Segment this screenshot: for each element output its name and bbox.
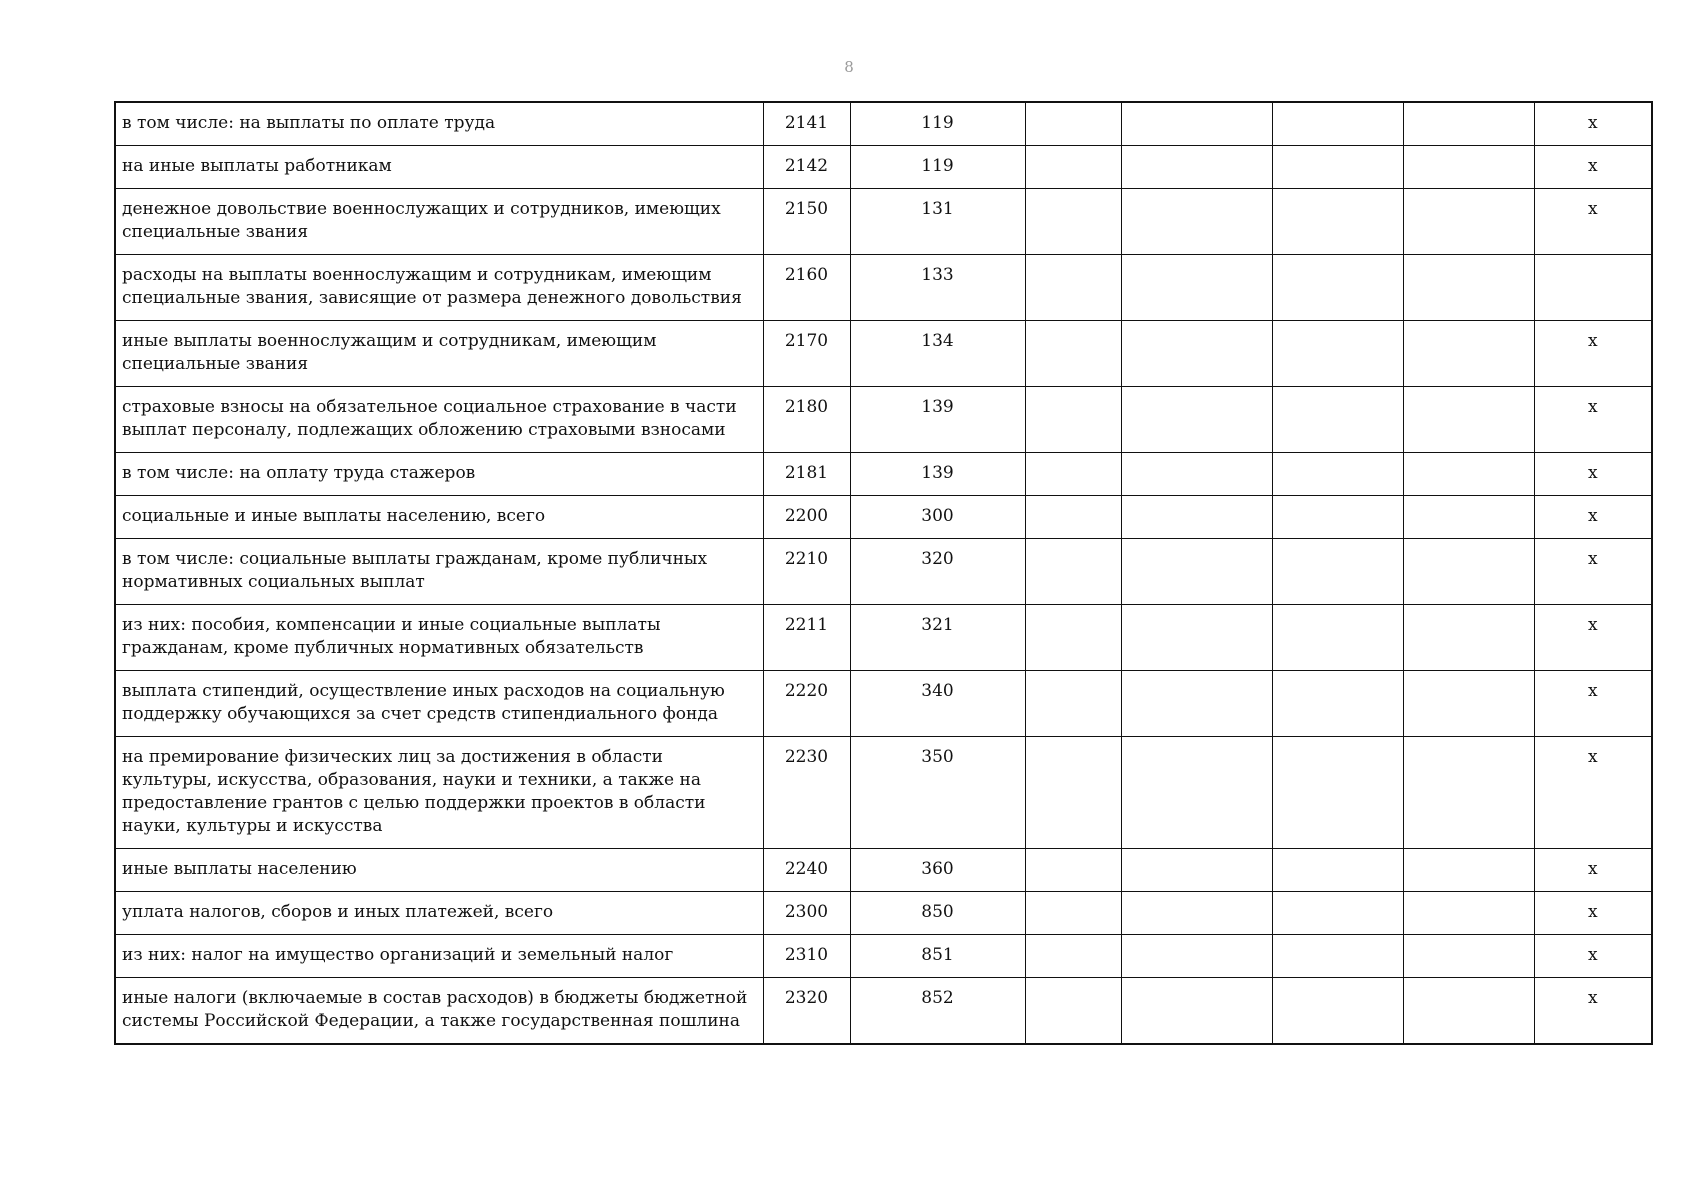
value-cell-2 — [1121, 671, 1272, 737]
kosgu-code-cell: 134 — [850, 321, 1025, 387]
row-name-cell: в том числе: на оплату труда стажеров — [115, 453, 763, 496]
value-cell-1 — [1025, 189, 1121, 255]
row-code-cell: 2230 — [763, 737, 850, 849]
mark-cell: х — [1534, 102, 1652, 146]
row-code-cell: 2220 — [763, 671, 850, 737]
value-cell-4 — [1403, 892, 1534, 935]
row-name-cell: из них: налог на имущество организаций и земельный налог — [115, 935, 763, 978]
row-code-cell: 2300 — [763, 892, 850, 935]
value-cell-4 — [1403, 255, 1534, 321]
value-cell-1 — [1025, 496, 1121, 539]
value-cell-1 — [1025, 737, 1121, 849]
expenses-table — [114, 101, 1653, 1045]
value-cell-1 — [1025, 102, 1121, 146]
mark-cell: х — [1534, 539, 1652, 605]
kosgu-code-cell: 133 — [850, 255, 1025, 321]
value-cell-4 — [1403, 849, 1534, 892]
value-cell-3 — [1272, 737, 1403, 849]
kosgu-code-cell: 321 — [850, 605, 1025, 671]
table-row — [115, 189, 1652, 255]
row-name-cell: в том числе: на выплаты по оплате труда — [115, 102, 763, 146]
value-cell-4 — [1403, 737, 1534, 849]
mark-cell: х — [1534, 189, 1652, 255]
table-row — [115, 321, 1652, 387]
value-cell-1 — [1025, 387, 1121, 453]
row-code-cell: 2180 — [763, 387, 850, 453]
value-cell-4 — [1403, 189, 1534, 255]
table-row — [115, 255, 1652, 321]
value-cell-1 — [1025, 453, 1121, 496]
table-row — [115, 539, 1652, 605]
value-cell-2 — [1121, 605, 1272, 671]
value-cell-2 — [1121, 978, 1272, 1045]
value-cell-2 — [1121, 146, 1272, 189]
row-name-cell: расходы на выплаты военнослужащим и сотрудникам, имеющим специальные звания, зависящие от размера денежного довольствия — [115, 255, 763, 321]
row-code-cell: 2320 — [763, 978, 850, 1045]
value-cell-1 — [1025, 146, 1121, 189]
value-cell-3 — [1272, 849, 1403, 892]
kosgu-code-cell: 139 — [850, 453, 1025, 496]
row-code-cell: 2210 — [763, 539, 850, 605]
value-cell-2 — [1121, 321, 1272, 387]
value-cell-2 — [1121, 453, 1272, 496]
value-cell-3 — [1272, 146, 1403, 189]
value-cell-2 — [1121, 255, 1272, 321]
value-cell-3 — [1272, 671, 1403, 737]
mark-cell: х — [1534, 935, 1652, 978]
table-row — [115, 102, 1652, 146]
mark-cell: х — [1534, 605, 1652, 671]
kosgu-code-cell: 119 — [850, 146, 1025, 189]
value-cell-4 — [1403, 671, 1534, 737]
value-cell-2 — [1121, 892, 1272, 935]
value-cell-3 — [1272, 978, 1403, 1045]
mark-cell: х — [1534, 146, 1652, 189]
table-row — [115, 387, 1652, 453]
value-cell-1 — [1025, 849, 1121, 892]
kosgu-code-cell: 350 — [850, 737, 1025, 849]
value-cell-4 — [1403, 539, 1534, 605]
table-row — [115, 892, 1652, 935]
value-cell-4 — [1403, 453, 1534, 496]
table-row — [115, 671, 1652, 737]
row-name-cell: денежное довольствие военнослужащих и сотрудников, имеющих специальные звания — [115, 189, 763, 255]
value-cell-2 — [1121, 387, 1272, 453]
mark-cell: х — [1534, 892, 1652, 935]
value-cell-1 — [1025, 935, 1121, 978]
table-body — [115, 102, 1652, 1044]
mark-cell: х — [1534, 849, 1652, 892]
value-cell-1 — [1025, 255, 1121, 321]
value-cell-3 — [1272, 539, 1403, 605]
table-row — [115, 737, 1652, 849]
kosgu-code-cell: 300 — [850, 496, 1025, 539]
table-row — [115, 146, 1652, 189]
row-name-cell: из них: пособия, компенсации и иные социальные выплаты гражданам, кроме публичных нормативных обязательств — [115, 605, 763, 671]
row-name-cell: иные выплаты населению — [115, 849, 763, 892]
value-cell-1 — [1025, 605, 1121, 671]
value-cell-3 — [1272, 892, 1403, 935]
row-code-cell: 2160 — [763, 255, 850, 321]
value-cell-4 — [1403, 387, 1534, 453]
value-cell-1 — [1025, 539, 1121, 605]
mark-cell: х — [1534, 671, 1652, 737]
row-code-cell: 2170 — [763, 321, 850, 387]
kosgu-code-cell: 850 — [850, 892, 1025, 935]
value-cell-3 — [1272, 102, 1403, 146]
row-name-cell: на иные выплаты работникам — [115, 146, 763, 189]
table-row — [115, 453, 1652, 496]
value-cell-3 — [1272, 605, 1403, 671]
kosgu-code-cell: 139 — [850, 387, 1025, 453]
mark-cell — [1534, 255, 1652, 321]
value-cell-3 — [1272, 387, 1403, 453]
value-cell-2 — [1121, 539, 1272, 605]
value-cell-2 — [1121, 496, 1272, 539]
kosgu-code-cell: 852 — [850, 978, 1025, 1045]
row-name-cell: страховые взносы на обязательное социальное страхование в части выплат персоналу, подлежащих обложению страховыми взносами — [115, 387, 763, 453]
value-cell-1 — [1025, 671, 1121, 737]
row-code-cell: 2211 — [763, 605, 850, 671]
value-cell-3 — [1272, 935, 1403, 978]
row-name-cell: уплата налогов, сборов и иных платежей, всего — [115, 892, 763, 935]
row-name-cell: в том числе: социальные выплаты гражданам, кроме публичных нормативных социальных выплат — [115, 539, 763, 605]
row-name-cell: на премирование физических лиц за достижения в области культуры, искусства, образования, науки и техники, а также на предоставление грантов с целью поддержки проектов в области науки, культуры и искусства — [115, 737, 763, 849]
value-cell-4 — [1403, 102, 1534, 146]
table-row — [115, 935, 1652, 978]
value-cell-4 — [1403, 935, 1534, 978]
value-cell-4 — [1403, 978, 1534, 1045]
row-code-cell: 2310 — [763, 935, 850, 978]
kosgu-code-cell: 131 — [850, 189, 1025, 255]
table-row — [115, 605, 1652, 671]
value-cell-3 — [1272, 321, 1403, 387]
page-number: 8 — [844, 58, 854, 76]
value-cell-4 — [1403, 496, 1534, 539]
value-cell-3 — [1272, 189, 1403, 255]
value-cell-3 — [1272, 255, 1403, 321]
row-code-cell: 2142 — [763, 146, 850, 189]
row-name-cell: выплата стипендий, осуществление иных расходов на социальную поддержку обучающихся за счет средств стипендиального фонда — [115, 671, 763, 737]
value-cell-1 — [1025, 321, 1121, 387]
value-cell-2 — [1121, 849, 1272, 892]
kosgu-code-cell: 320 — [850, 539, 1025, 605]
mark-cell: х — [1534, 321, 1652, 387]
mark-cell: х — [1534, 387, 1652, 453]
mark-cell: х — [1534, 978, 1652, 1045]
row-name-cell: иные налоги (включаемые в состав расходов) в бюджеты бюджетной системы Российской Федерации, а также государственная пошлина — [115, 978, 763, 1045]
row-code-cell: 2240 — [763, 849, 850, 892]
value-cell-2 — [1121, 737, 1272, 849]
kosgu-code-cell: 119 — [850, 102, 1025, 146]
row-code-cell: 2141 — [763, 102, 850, 146]
value-cell-3 — [1272, 453, 1403, 496]
mark-cell: х — [1534, 453, 1652, 496]
value-cell-2 — [1121, 935, 1272, 978]
row-code-cell: 2200 — [763, 496, 850, 539]
value-cell-1 — [1025, 978, 1121, 1045]
table-row — [115, 496, 1652, 539]
row-name-cell: иные выплаты военнослужащим и сотрудникам, имеющим специальные звания — [115, 321, 763, 387]
value-cell-2 — [1121, 189, 1272, 255]
kosgu-code-cell: 851 — [850, 935, 1025, 978]
mark-cell: х — [1534, 496, 1652, 539]
kosgu-code-cell: 340 — [850, 671, 1025, 737]
value-cell-4 — [1403, 146, 1534, 189]
kosgu-code-cell: 360 — [850, 849, 1025, 892]
value-cell-2 — [1121, 102, 1272, 146]
row-code-cell: 2150 — [763, 189, 850, 255]
row-name-cell: социальные и иные выплаты населению, всего — [115, 496, 763, 539]
value-cell-4 — [1403, 605, 1534, 671]
value-cell-3 — [1272, 496, 1403, 539]
mark-cell: х — [1534, 737, 1652, 849]
table-row — [115, 978, 1652, 1045]
value-cell-1 — [1025, 892, 1121, 935]
table-row — [115, 849, 1652, 892]
row-code-cell: 2181 — [763, 453, 850, 496]
value-cell-4 — [1403, 321, 1534, 387]
